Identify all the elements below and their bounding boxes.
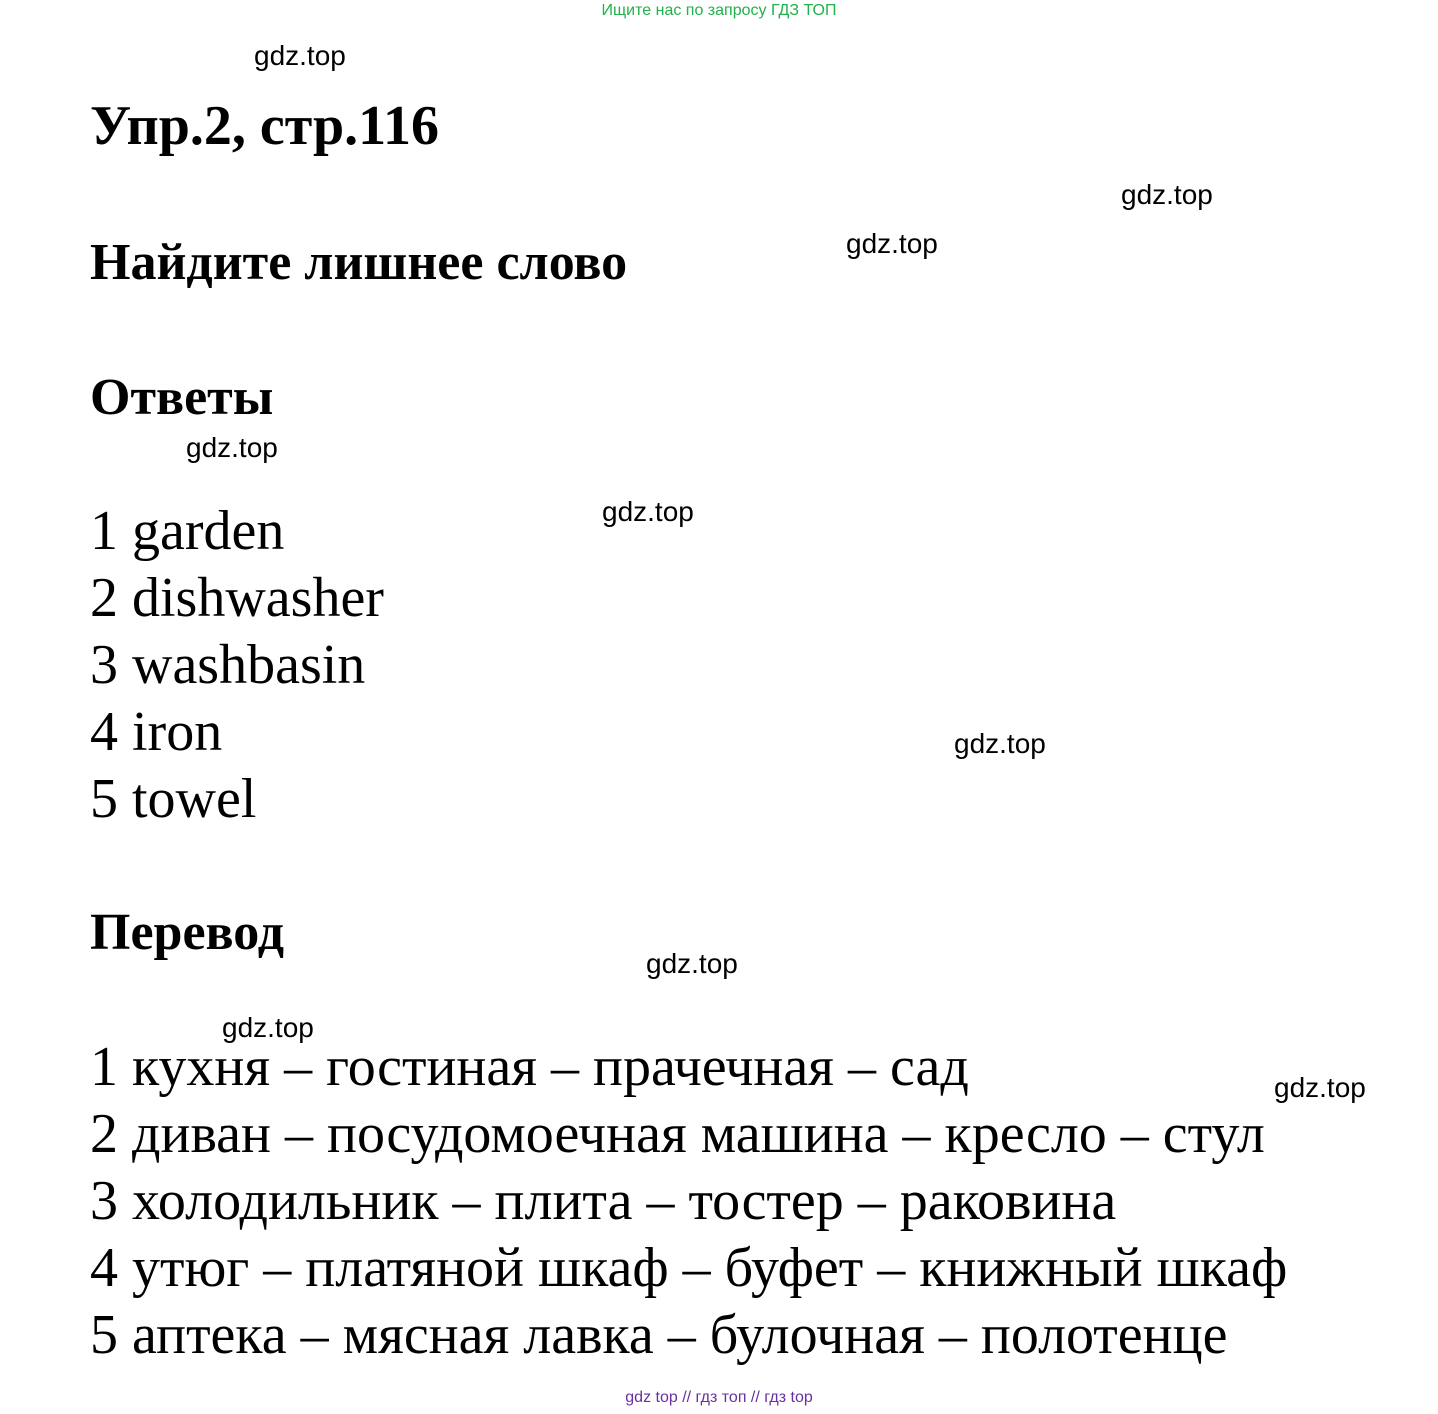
watermark: gdz.top [1121, 179, 1213, 210]
watermark: gdz.top [186, 432, 278, 463]
list-item: 4 утюг – платяной шкаф – буфет – книжный шкаф [90, 1237, 1288, 1299]
top-banner: Ищите нас по запросу ГДЗ ТОП [601, 2, 837, 19]
watermark: gdz.top [254, 40, 346, 71]
task-heading: Найдите лишнее слово [90, 234, 628, 291]
list-item: 3 washbasin [90, 634, 366, 696]
watermark: gdz.top [602, 496, 694, 527]
answers-heading: Ответы [90, 369, 274, 426]
watermark: gdz.top [846, 228, 938, 259]
watermark: gdz.top [646, 948, 738, 979]
list-item: 4 iron [90, 701, 223, 763]
watermark: gdz.top [222, 1012, 314, 1043]
list-item: 2 диван – посудомоечная машина – кресло – стул [90, 1103, 1265, 1165]
list-item: 1 кухня – гостиная – прачечная – сад [90, 1036, 969, 1098]
answers-list [90, 498, 384, 833]
list-item: 5 аптека – мясная лавка – булочная – полотенце [90, 1304, 1228, 1366]
footer: gdz top // гдз топ // гдз top [625, 1389, 813, 1406]
list-item: 2 dishwasher [90, 567, 384, 629]
watermark: gdz.top [954, 728, 1046, 759]
page-title: Упр.2, стр.116 [90, 95, 440, 157]
watermark: gdz.top [1274, 1072, 1366, 1103]
list-item: 3 холодильник – плита – тостер – раковина [90, 1170, 1117, 1232]
translation-list [90, 1034, 1287, 1369]
list-item: 5 towel [90, 768, 257, 830]
list-item: 1 garden [90, 500, 285, 562]
translation-heading: Перевод [90, 904, 285, 961]
